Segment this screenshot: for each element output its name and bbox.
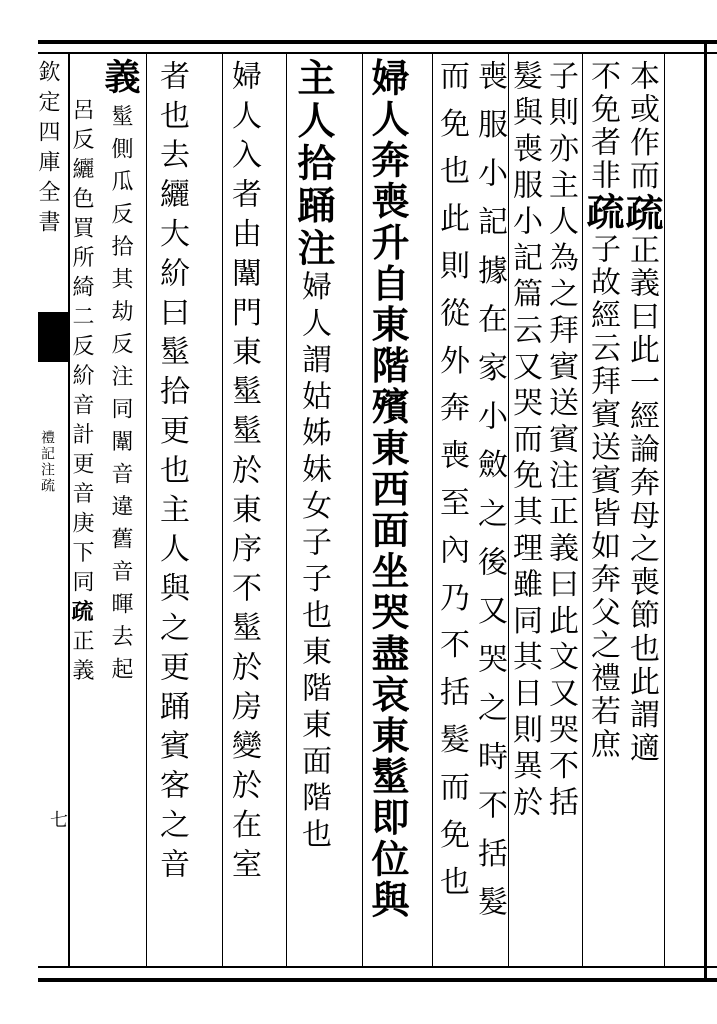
text-run: 呂反纚色買所綺二反紒音計更音庚下同 xyxy=(69,98,94,600)
column-divider xyxy=(432,54,433,966)
text-run: 主人拾踊注 xyxy=(291,58,336,271)
text-run: 本或作而 xyxy=(624,60,659,193)
margin-book-title: 欽定四庫全書 xyxy=(35,60,60,240)
margin-chapter: 禮記注疏 xyxy=(39,430,55,494)
text-run: 子故經云拜賓送賓皆如奔父之禮若庶 xyxy=(585,233,620,761)
text-run: 正義曰此一經論奔母之喪節也此謂適 xyxy=(624,234,659,766)
text-column xyxy=(291,58,336,855)
margin-fishtail-mark xyxy=(38,312,68,362)
text-run: 婦人謂姑姊妹女子子也東階東面階也 xyxy=(296,270,331,855)
text-run: 婦人奔喪升自東階殯東西面坐哭盡哀東髽即位與 xyxy=(365,58,410,922)
text-column xyxy=(365,58,410,922)
text-run: 正義 xyxy=(69,629,94,688)
text-column xyxy=(580,60,625,761)
text-column xyxy=(472,60,507,935)
text-run: 不免者非 xyxy=(585,60,620,192)
text-column xyxy=(226,60,261,888)
text-column xyxy=(99,58,141,690)
right-border xyxy=(704,40,707,982)
column-divider xyxy=(286,54,287,966)
text-run: 髽側瓜反拾其劫反注同闈音違舊音暉去起 xyxy=(108,104,133,690)
margin-page-number: 七 xyxy=(47,810,68,828)
text-run: 者也去纚大紒曰髽拾更也主人與之更踊賓客之音 xyxy=(154,60,189,888)
text-column xyxy=(154,60,189,888)
column-divider xyxy=(362,54,363,966)
top-border xyxy=(38,40,717,44)
text-run: 子則亦主人為之拜賓送賓注正義曰此文又哭不括 xyxy=(543,60,578,823)
column-divider xyxy=(664,54,665,966)
bottom-border xyxy=(38,966,717,968)
text-column xyxy=(434,60,469,914)
bottom-border-outer xyxy=(38,978,717,982)
text-column xyxy=(507,60,542,823)
text-column xyxy=(70,98,92,688)
text-run: 而免也此則從外奔喪至內乃不括髮而免也 xyxy=(434,60,469,914)
text-run: 髮與喪服小記篇云又哭而免其理雖同其日則異於 xyxy=(507,60,542,823)
column-divider xyxy=(222,54,223,966)
commentary-marker: 疏 xyxy=(68,599,94,629)
text-column xyxy=(543,60,578,823)
text-column xyxy=(619,60,664,766)
commentary-marker: 疏 xyxy=(619,192,664,235)
text-run: 婦人入者由闈門東髽髽於東序不髽於房變於在室 xyxy=(226,60,261,888)
text-run: 喪服小記據在家小斂之後又哭之時不括髮 xyxy=(472,60,507,935)
column-divider xyxy=(146,54,147,966)
top-border-inner xyxy=(38,52,717,54)
commentary-marker: 義 xyxy=(99,58,141,105)
commentary-marker: 疏 xyxy=(580,192,625,233)
